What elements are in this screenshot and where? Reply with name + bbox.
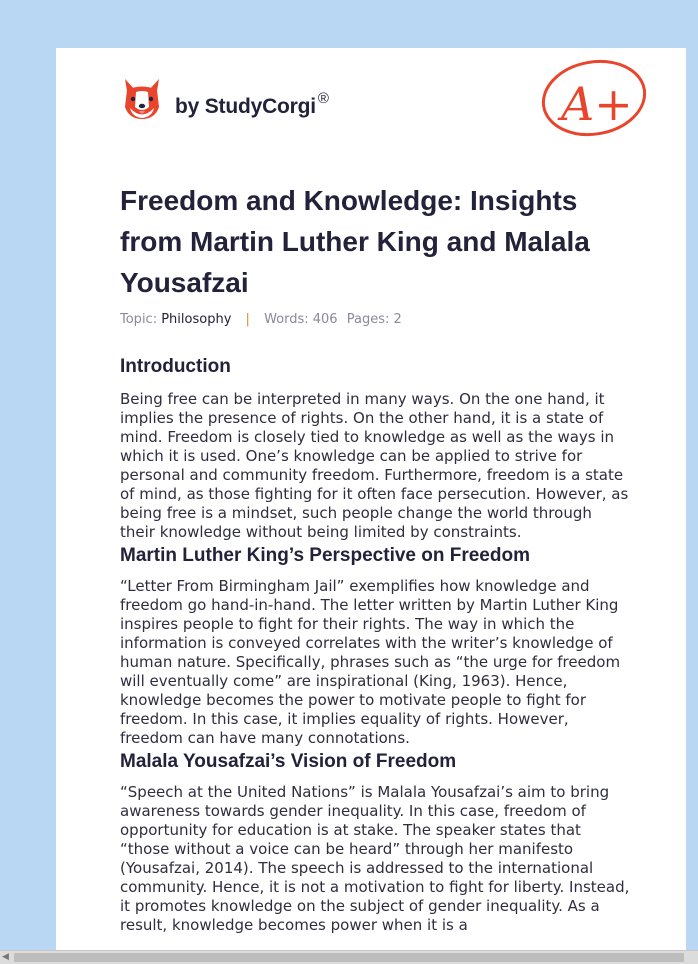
section-heading-malala: Malala Yousafzai’s Vision of Freedom [120, 751, 457, 772]
corgi-logo-icon [122, 77, 162, 121]
article-meta [120, 312, 402, 327]
topic-link[interactable]: Philosophy [161, 312, 232, 327]
brand-name[interactable]: by StudyCorgi ® [175, 90, 329, 118]
registered-mark: ® [317, 90, 329, 107]
meta-separator: | [245, 312, 250, 327]
page-title: Freedom and Knowledge: Insights from Martin Luther King and Malala Yousafzai [120, 185, 590, 298]
page-count: Pages: 2 [346, 312, 402, 327]
horizontal-scrollbar[interactable] [0, 950, 698, 964]
word-count: Words: 406 [264, 312, 338, 327]
section-heading-mlk: Martin Luther King’s Perspective on Freedom [120, 545, 530, 566]
topic-label: Topic: [120, 312, 158, 327]
scroll-left-arrow-icon[interactable]: ◀ [2, 952, 9, 962]
section-heading-introduction: Introduction [120, 356, 231, 377]
section-paragraph-introduction: Being free can be interpreted in many ways. On the one hand, it implies the presence of rights. On the other hand, it is a state of mind. Freedom is closely tied to knowledge as well as the ways in which it is used. One’s knowledge can be applied to strive for personal and community freedom. Furthermore, freedom is a state of mind, as those fighting for it often face persecution. However, as being free is a mindset, such people change the world through their knowledge without being limited by constraints. [120, 390, 629, 541]
grade-text: A+ [561, 77, 633, 131]
document-page [56, 48, 686, 953]
section-paragraph-malala: “Speech at the United Nations” is Malala Yousafzai’s aim to bring awareness towards gender inequality. In this case, freedom of opportunity for education is at stake. The speaker states that “those without a voice can be heard” through her manifesto (Yousafzai, 2014). The speech is addressed to the international community. Hence, it is not a motivation to fight for liberty. Instead, it promotes knowledge on the subject of gender inequality. As a result, knowledge becomes power when it is a [120, 783, 630, 934]
a-plus-grade-icon [539, 58, 649, 140]
section-paragraph-mlk: “Letter From Birmingham Jail” exemplifies how knowledge and freedom go hand-in-hand. The letter written by Martin Luther King inspires people to fight for their rights. The way in which the information is conveyed correlates with the writer’s knowledge of human nature. Specifically, phrases such as “the urge for freedom will eventually come” are inspirational (King, 1963). Hence, knowledge becomes the power to motivate people to fight for freedom. In this case, it implies equality of rights. However, freedom can have many connotations. [120, 577, 621, 747]
scrollbar-thumb[interactable] [14, 953, 684, 962]
article-body [120, 353, 630, 935]
